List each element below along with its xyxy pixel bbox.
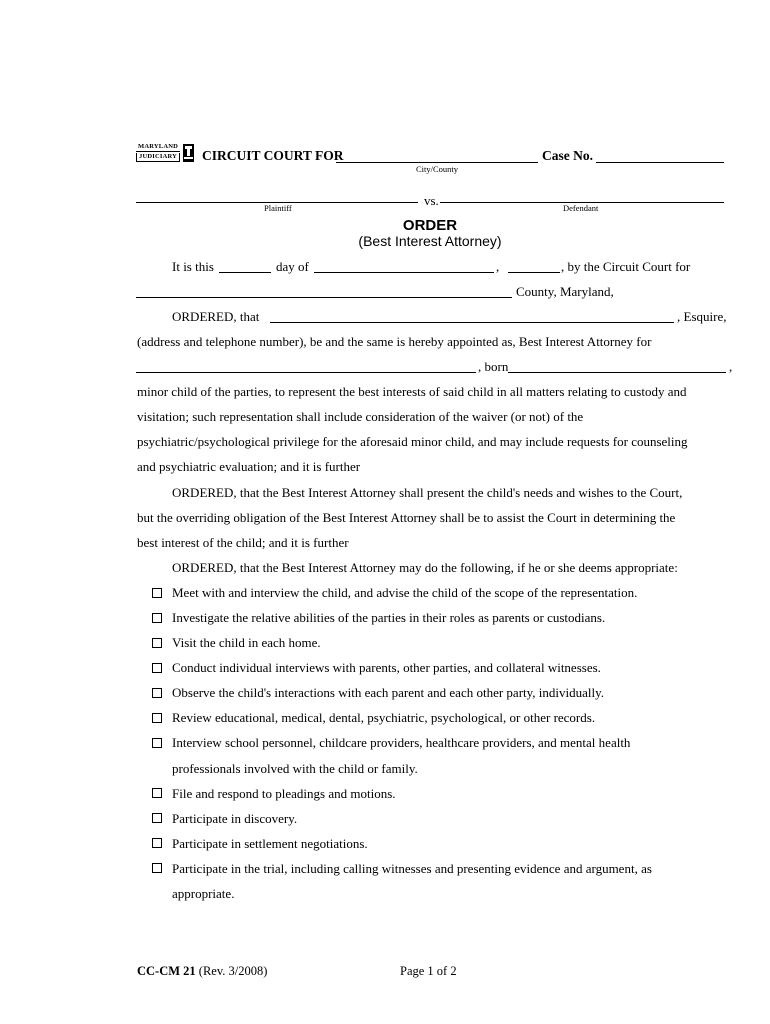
checklist-item-7-cont: professionals involved with the child or family. bbox=[172, 761, 418, 776]
maryland-judiciary-logo bbox=[136, 143, 196, 165]
checkbox-1[interactable] bbox=[152, 588, 162, 598]
body-line-9: and psychiatric evaluation; and it is further bbox=[137, 459, 361, 474]
page-number: Page 1 of 2 bbox=[400, 964, 457, 978]
logo-text-bottom: JUDICIARY bbox=[136, 153, 180, 162]
body-line-11: but the overriding obligation of the Best Interest Attorney shall be to assist the Court in determining the bbox=[137, 510, 676, 525]
checkbox-6[interactable] bbox=[152, 713, 162, 723]
vs-label: vs. bbox=[424, 193, 439, 208]
checklist-item-4: Conduct individual interviews with parents, other parties, and collateral witnesses. bbox=[172, 660, 601, 675]
logo-text-top: MARYLAND bbox=[138, 143, 179, 150]
body-line-12: best interest of the child; and it is further bbox=[137, 535, 349, 550]
month-field[interactable] bbox=[314, 272, 494, 273]
text-comma: , bbox=[496, 259, 500, 274]
checklist-item-11: Participate in the trial, including calling witnesses and presenting evidence and argument, as bbox=[172, 861, 652, 876]
checklist-item-7: Interview school personnel, childcare providers, healthcare providers, and mental health bbox=[172, 735, 631, 750]
order-title: ORDER bbox=[402, 217, 458, 234]
court-label: CIRCUIT COURT FOR bbox=[202, 148, 344, 163]
defendant-caption: Defendant bbox=[563, 203, 599, 213]
case-no-label: Case No. bbox=[542, 148, 593, 163]
city-county-caption: City/County bbox=[416, 164, 459, 174]
attorney-name-field[interactable] bbox=[270, 322, 674, 323]
checklist-item-5: Observe the child's interactions with each parent and each other party, individually. bbox=[172, 685, 605, 700]
body-line-7: visitation; such representation shall include consideration of the waiver (or not) of the bbox=[137, 409, 584, 424]
text-appointment: (address and telephone number), be and the same is hereby appointed as, Best Interest Attorney for bbox=[137, 334, 652, 349]
year-field[interactable] bbox=[508, 272, 560, 273]
text-born: , born bbox=[478, 359, 509, 374]
checkbox-4[interactable] bbox=[152, 663, 162, 673]
form-id: CC-CM 21 bbox=[137, 964, 196, 978]
checklist-item-1: Meet with and interview the child, and advise the child of the scope of the representation. bbox=[172, 585, 638, 600]
checklist-item-6: Review educational, medical, dental, psychiatric, psychological, or other records. bbox=[172, 710, 596, 725]
plaintiff-caption: Plaintiff bbox=[264, 203, 292, 213]
gavel-seal-icon bbox=[182, 143, 195, 163]
checkbox-11[interactable] bbox=[152, 863, 162, 873]
text-esquire: , Esquire, bbox=[677, 309, 727, 324]
checklist-item-3: Visit the child in each home. bbox=[172, 635, 321, 650]
checkbox-8[interactable] bbox=[152, 788, 162, 798]
body-line-13: ORDERED, that the Best Interest Attorney may do the following, if he or she deems appropriate: bbox=[172, 560, 678, 575]
day-number-field[interactable] bbox=[219, 272, 271, 273]
case-no-field[interactable] bbox=[596, 162, 724, 163]
form-revision: (Rev. 3/2008) bbox=[198, 964, 268, 978]
checklist-item-9: Participate in discovery. bbox=[172, 811, 298, 826]
form-footer bbox=[137, 964, 267, 979]
text-county-maryland: County, Maryland, bbox=[516, 284, 614, 299]
checklist-item-2: Investigate the relative abilities of the parties in their roles as parents or custodians. bbox=[172, 610, 606, 625]
checkbox-3[interactable] bbox=[152, 638, 162, 648]
checkbox-5[interactable] bbox=[152, 688, 162, 698]
checklist-item-10: Participate in settlement negotiations. bbox=[172, 836, 368, 851]
body-line-10: ORDERED, that the Best Interest Attorney shall present the child's needs and wishes to the Court, bbox=[172, 485, 683, 500]
text-it-is-this: It is this bbox=[172, 259, 214, 274]
text-day-of: day of bbox=[276, 259, 309, 274]
city-county-field[interactable] bbox=[336, 162, 538, 163]
child-name-field[interactable] bbox=[136, 372, 476, 373]
checkbox-9[interactable] bbox=[152, 813, 162, 823]
text-ordered-that: ORDERED, that bbox=[172, 309, 260, 324]
body-line-6: minor child of the parties, to represent the best interests of said child in all matters relating to custody and bbox=[137, 384, 687, 399]
checkbox-2[interactable] bbox=[152, 613, 162, 623]
checklist-item-11-cont: appropriate. bbox=[172, 886, 235, 901]
checkbox-10[interactable] bbox=[152, 838, 162, 848]
birth-date-field[interactable] bbox=[508, 372, 726, 373]
county-field[interactable] bbox=[136, 297, 512, 298]
order-subtitle: (Best Interest Attorney) bbox=[358, 233, 502, 249]
text-by-circuit-court: , by the Circuit Court for bbox=[561, 259, 691, 274]
checklist-item-8: File and respond to pleadings and motions. bbox=[172, 786, 396, 801]
body-line-8: psychiatric/psychological privilege for the aforesaid minor child, and may include requests for counseling bbox=[137, 434, 688, 449]
text-trailing-comma: , bbox=[729, 359, 733, 374]
checkbox-7[interactable] bbox=[152, 738, 162, 748]
